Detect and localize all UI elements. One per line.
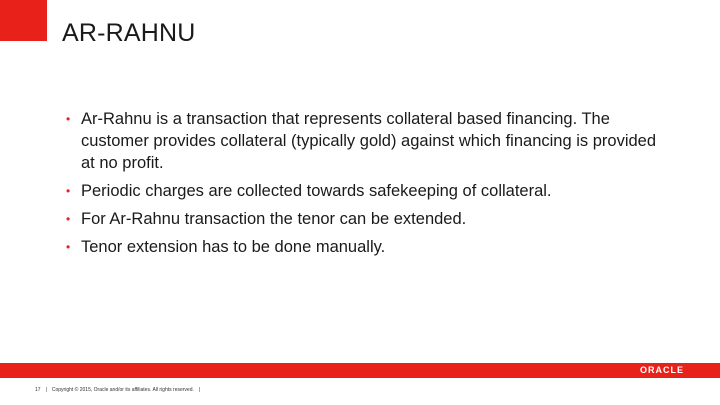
copyright-text: Copyright © 2015, Oracle and/or its affiliates. All rights reserved. <box>51 387 194 393</box>
bullet-text: Ar-Rahnu is a transaction that represents collateral based financing. The customer provides collateral (typically gold) against which financing is provided at no profit. <box>81 110 657 172</box>
bullet-dot-icon: • <box>66 212 71 226</box>
bullet-item <box>66 208 666 230</box>
bullet-item <box>66 236 666 258</box>
bullet-dot-icon: • <box>66 112 71 126</box>
bullet-list <box>66 108 666 264</box>
bullet-dot-icon: • <box>66 240 71 254</box>
bullet-text: Tenor extension has to be done manually. <box>81 238 386 256</box>
bullet-item <box>66 108 666 174</box>
bullet-dot-icon: • <box>66 184 71 198</box>
bullet-item <box>66 180 666 202</box>
footer-separator: | <box>45 387 47 393</box>
oracle-logo: ORACLE <box>640 365 684 375</box>
bullet-text: Periodic charges are collected towards safekeeping of collateral. <box>81 182 552 200</box>
bullet-text: For Ar-Rahnu transaction the tenor can be extended. <box>81 210 467 228</box>
slide-title: AR-RAHNU <box>62 19 196 47</box>
title-accent-block <box>0 0 47 41</box>
footer <box>35 387 205 393</box>
page-number: 17 <box>35 387 41 393</box>
footer-bar <box>0 363 720 378</box>
footer-separator: | <box>198 387 201 393</box>
